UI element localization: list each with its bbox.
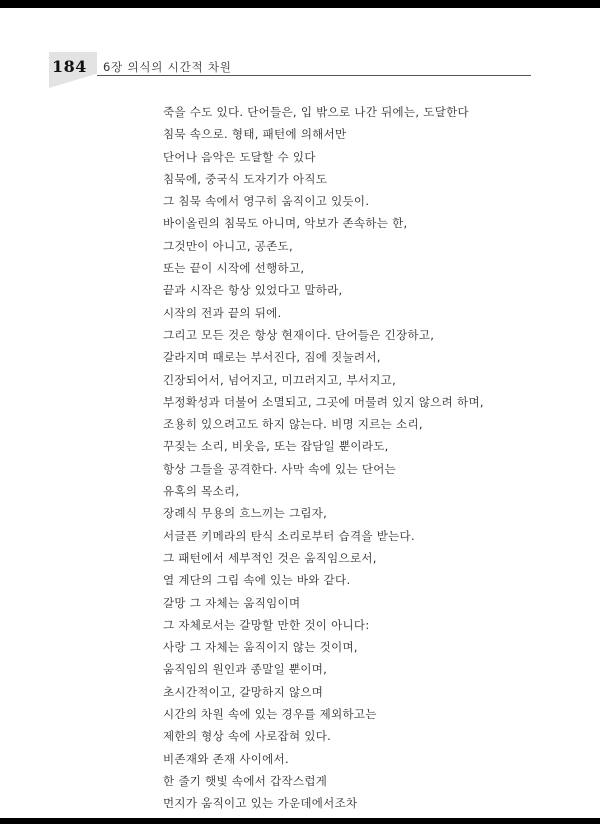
poem-body: [163, 101, 563, 815]
poem-line: 장례식 무용의 흐느끼는 그림자,: [163, 506, 328, 521]
poem-line: 제한의 형상 속에 사로잡혀 있다.: [163, 729, 332, 744]
poem-line: 먼지가 움직이고 있는 가운데에서조차: [163, 796, 358, 811]
poem-line: 그 침묵 속에서 영구히 움직이고 있듯이.: [163, 194, 370, 209]
poem-line: 끝과 시작은 항상 있었다고 말하라,: [163, 283, 343, 298]
poem-line: 단어나 음악은 도달할 수 있다: [163, 149, 316, 164]
poem-line: 유혹의 목소리,: [163, 484, 240, 499]
poem-line: 갈라지며 때로는 부서진다, 짐에 짓눌려서,: [163, 350, 381, 365]
poem-line: 그 패턴에서 세부적인 것은 움직임으로서,: [163, 550, 377, 565]
running-header-title: 6장 의식의 시간적 차원: [103, 60, 232, 74]
poem-line: 초시간적이고, 갈망하지 않으며: [163, 684, 324, 699]
poem-line: 시작의 전과 끝의 뒤에.: [163, 305, 282, 320]
poem-line: 침묵에, 중국식 도자기가 아직도: [163, 171, 328, 186]
bottom-border: [0, 818, 600, 824]
poem-line: 한 줄기 햇빛 속에서 갑작스럽게: [163, 773, 328, 788]
top-border: [0, 0, 600, 8]
poem-line: 움직임의 원인과 종말일 뿐이며,: [163, 662, 328, 677]
poem-line: 항상 그들을 공격한다. 사막 속에 있는 단어는: [163, 461, 397, 476]
poem-line: 사랑 그 자체는 움직이지 않는 것이며,: [163, 640, 358, 655]
poem-line: 시간의 차원 속에 있는 경우를 제외하고는: [163, 707, 377, 722]
poem-line: 열 계단의 그림 속에 있는 바와 같다.: [163, 573, 351, 588]
poem-line: 죽을 수도 있다. 단어들은, 입 밖으로 나간 뒤에는, 도달한다: [163, 105, 469, 119]
poem-line: 조용히 있으려고도 하지 않는다. 비명 지르는 소리,: [163, 417, 423, 432]
poem-line: 그것만이 아니고, 공존도,: [163, 238, 293, 253]
page-number: 184: [52, 57, 87, 76]
poem-line: 꾸짖는 소리, 비웃음, 또는 잡담일 뿐이라도,: [163, 439, 389, 454]
poem-line: 또는 끝이 시작에 선행하고,: [163, 261, 305, 276]
poem-line: 침묵 속으로. 형태, 패턴에 의해서만: [163, 127, 347, 142]
poem-line: 긴장되어서, 넘어지고, 미끄러지고, 부서지고,: [163, 372, 397, 387]
header-rule: [97, 75, 531, 76]
poem-line: 비존재와 존재 사이에서.: [163, 751, 289, 766]
poem-line: 그리고 모든 것은 항상 현재이다. 단어들은 긴장하고,: [163, 327, 435, 342]
poem-line: 부정확성과 더불어 소멸되고, 그곳에 머물려 있지 않으려 하며,: [163, 394, 484, 409]
poem-line: 서글픈 키메라의 탄식 소리로부터 습격을 받는다.: [163, 528, 415, 543]
poem-line: 그 자체로서는 갈망할 만한 것이 아니다:: [163, 617, 370, 632]
poem-line: 바이올린의 침묵도 아니며, 악보가 존속하는 한,: [163, 216, 408, 231]
poem-line: 갈망 그 자체는 움직임이며: [163, 595, 301, 610]
